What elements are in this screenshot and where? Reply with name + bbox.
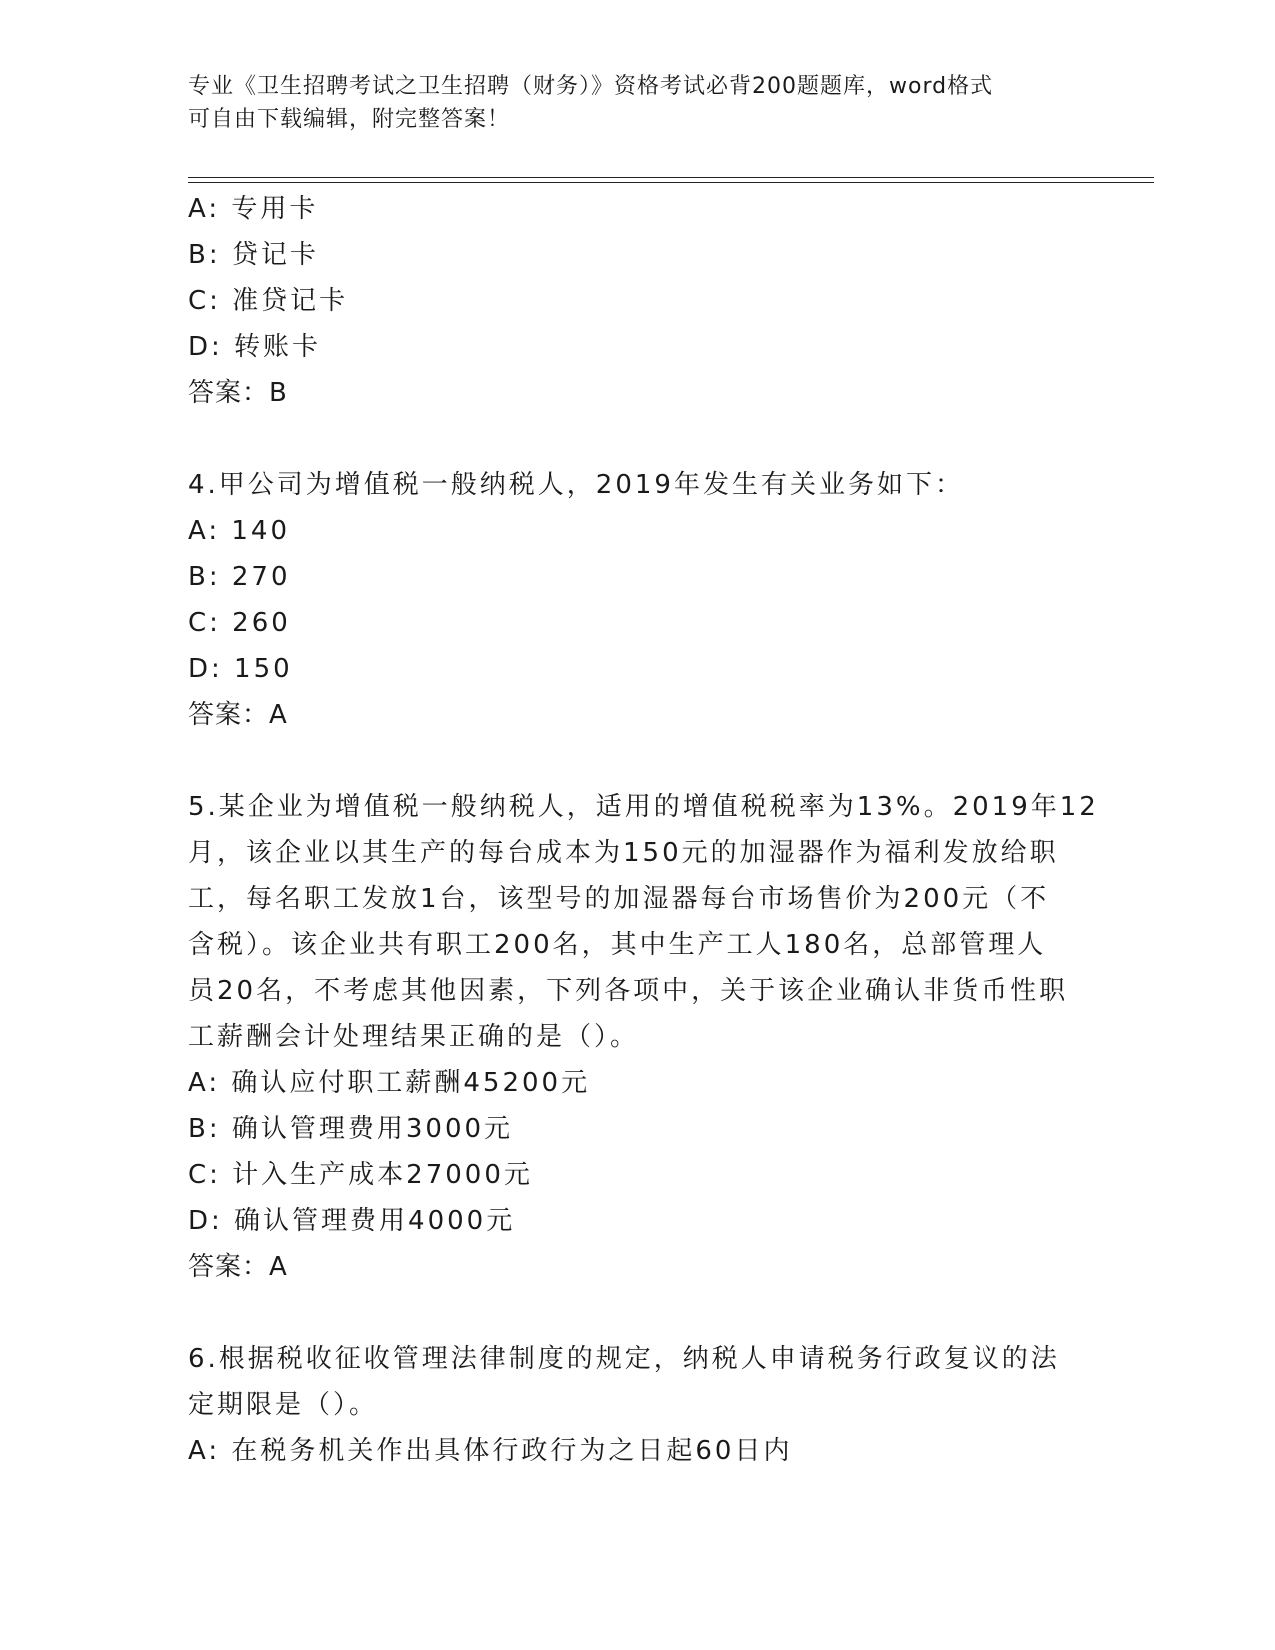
q4-option-a: A: 140 bbox=[188, 516, 290, 546]
spacer bbox=[188, 1290, 1088, 1336]
spacer bbox=[188, 738, 1088, 784]
q3-answer: 答案：B bbox=[188, 378, 288, 408]
header-rule-top bbox=[188, 177, 1154, 178]
q5-option-c: C: 计入生产成本27000元 bbox=[188, 1160, 533, 1190]
q3-option-c: C: 准贷记卡 bbox=[188, 286, 349, 316]
question-3 bbox=[188, 186, 1088, 416]
q5-option-a: A: 确认应付职工薪酬45200元 bbox=[188, 1068, 591, 1098]
q5-question-line-1: 5.某企业为增值税一般纳税人，适用的增值税税率为13%。2019年12 bbox=[188, 792, 1099, 822]
q5-question-line-5: 员20名，不考虑其他因素，下列各项中，关于该企业确认非货币性职 bbox=[188, 976, 1069, 1006]
question-4 bbox=[188, 462, 1088, 738]
q5-answer: 答案：A bbox=[188, 1252, 288, 1282]
header-rule-bottom bbox=[188, 182, 1154, 183]
q6-question-line-1: 6.根据税收征收管理法律制度的规定，纳税人申请税务行政复议的法 bbox=[188, 1344, 1060, 1374]
q3-option-a: A: 专用卡 bbox=[188, 194, 319, 224]
q5-question-line-4: 含税）。该企业共有职工200名，其中生产工人180名，总部管理人 bbox=[188, 930, 1047, 960]
header-line-1: 专业《卫生招聘考试之卫生招聘（财务）》资格考试必背200题题库，word格式 bbox=[188, 74, 994, 99]
q5-option-b: B: 确认管理费用3000元 bbox=[188, 1114, 514, 1144]
spacer bbox=[188, 416, 1088, 462]
q5-question-line-6: 工薪酬会计处理结果正确的是（）。 bbox=[188, 1022, 640, 1052]
q5-option-d: D: 确认管理费用4000元 bbox=[188, 1206, 516, 1236]
question-5 bbox=[188, 784, 1099, 1290]
q6-option-a: A: 在税务机关作出具体行政行为之日起60日内 bbox=[188, 1436, 793, 1466]
q6-question-line-2: 定期限是（）。 bbox=[188, 1390, 379, 1420]
document-header bbox=[188, 70, 1068, 136]
q4-answer: 答案：A bbox=[188, 700, 288, 730]
q4-option-c: C: 260 bbox=[188, 608, 291, 638]
q4-option-d: D: 150 bbox=[188, 654, 293, 684]
question-6 bbox=[188, 1336, 1088, 1474]
q4-option-b: B: 270 bbox=[188, 562, 291, 592]
q5-question-line-3: 工，每名职工发放1台，该型号的加湿器每台市场售价为200元（不 bbox=[188, 884, 1050, 914]
q5-question-line-2: 月，该企业以其生产的每台成本为150元的加湿器作为福利发放给职 bbox=[188, 838, 1059, 868]
q4-question: 4.甲公司为增值税一般纳税人，2019年发生有关业务如下： bbox=[188, 470, 964, 500]
question-content bbox=[188, 186, 1099, 1474]
header-line-2: 可自由下载编辑，附完整答案！ bbox=[188, 107, 511, 132]
q3-option-b: B: 贷记卡 bbox=[188, 240, 319, 270]
q3-option-d: D: 转账卡 bbox=[188, 332, 322, 362]
